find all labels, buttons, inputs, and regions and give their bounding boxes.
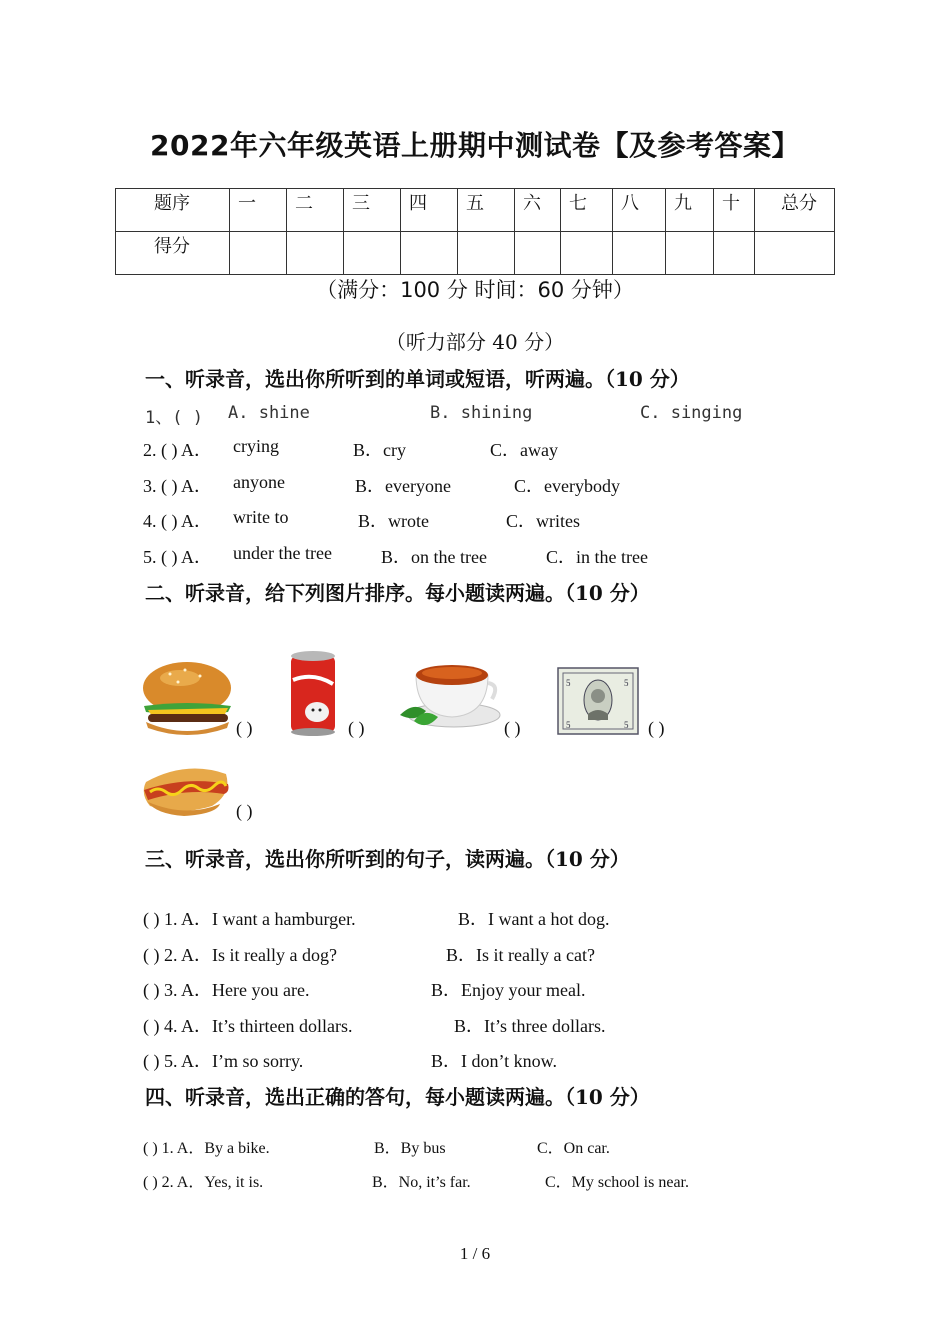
table-cell: 总分 <box>755 189 835 232</box>
q5-option-b: B．on the tree <box>381 547 487 567</box>
page-title: 2022年六年级英语上册期中测试卷【及参考答案】 <box>150 129 800 162</box>
score-input-cell[interactable] <box>714 232 755 275</box>
q2-option-a: crying <box>233 436 279 456</box>
s3-q2-option-a: ( ) 2. A．Is it really a dog? <box>143 945 337 965</box>
table-cell: 六 <box>515 189 561 232</box>
hamburger-icon <box>140 660 235 738</box>
answer-blank[interactable]: ( ) <box>504 718 521 738</box>
s4-q1-option-a: ( ) 1. A．By a bike. <box>143 1140 270 1157</box>
score-input-cell[interactable] <box>666 232 714 275</box>
table-cell: 四 <box>401 189 458 232</box>
score-table-header-row <box>116 189 835 232</box>
tea-cup-icon <box>396 655 504 735</box>
q3-option-a: anyone <box>233 472 285 492</box>
score-table <box>115 188 835 275</box>
table-cell: 十 <box>714 189 755 232</box>
q3-option-c: C．everybody <box>514 476 620 496</box>
table-cell: 五 <box>458 189 515 232</box>
s3-q4-option-b: B．It’s three dollars. <box>454 1016 606 1036</box>
score-table-score-row <box>116 232 835 275</box>
q5-option-a: under the tree <box>233 543 332 563</box>
table-cell: 三 <box>344 189 401 232</box>
q4-option-b: B．wrote <box>358 511 429 531</box>
q2-number: 2. ( ) A． <box>143 440 212 460</box>
score-input-cell[interactable] <box>401 232 458 275</box>
score-input-cell[interactable] <box>458 232 515 275</box>
answer-blank[interactable]: ( ) <box>236 718 253 738</box>
table-cell: 九 <box>666 189 714 232</box>
table-cell: 一 <box>230 189 287 232</box>
page-number: 1 / 6 <box>459 1244 491 1263</box>
listening-part-label: （听力部分 40 分） <box>385 330 565 354</box>
s3-q1-option-b: B．I want a hot dog. <box>458 909 610 929</box>
q2-option-c: C．away <box>490 440 558 460</box>
section-2-heading: 二、听录音，给下列图片排序。每小题读两遍。（10 分） <box>145 581 650 605</box>
s4-q1-option-b: B．By bus <box>374 1140 446 1157</box>
section-1-heading: 一、听录音，选出你所听到的单词或短语，听两遍。（10 分） <box>145 367 690 391</box>
s3-q4-option-a: ( ) 4. A．It’s thirteen dollars. <box>143 1016 353 1036</box>
table-cell: 二 <box>287 189 344 232</box>
svg-text:5: 5 <box>624 678 629 688</box>
q1-number: 1、( ) <box>145 408 203 428</box>
s3-q2-option-b: B．Is it really a cat? <box>446 945 595 965</box>
q1-option-c: C. singing <box>640 403 743 423</box>
cola-can-icon <box>287 650 339 736</box>
s3-q1-option-a: ( ) 1. A．I want a hamburger. <box>143 909 356 929</box>
s3-q3-option-b: B．Enjoy your meal. <box>431 980 586 1000</box>
answer-blank[interactable]: ( ) <box>648 718 665 738</box>
q5-number: 5. ( ) A． <box>143 547 212 567</box>
table-cell: 七 <box>561 189 613 232</box>
svg-text:5: 5 <box>624 720 629 730</box>
hot-dog-icon <box>140 760 232 820</box>
s3-q5-option-b: B．I don’t know. <box>431 1051 557 1071</box>
section-3-heading: 三、听录音，选出你所听到的句子，读两遍。（10 分） <box>145 847 630 871</box>
score-input-cell[interactable] <box>561 232 613 275</box>
score-input-cell[interactable] <box>613 232 666 275</box>
table-cell: 题序 <box>116 189 230 232</box>
score-input-cell[interactable] <box>230 232 287 275</box>
s3-q5-option-a: ( ) 5. A．I’m so sorry. <box>143 1051 304 1071</box>
table-cell: 八 <box>613 189 666 232</box>
score-input-cell[interactable] <box>344 232 401 275</box>
dollar-bill-icon <box>556 666 640 736</box>
score-input-cell[interactable] <box>515 232 561 275</box>
q2-option-b: B．cry <box>353 440 406 460</box>
s4-q2-option-c: C．My school is near. <box>545 1174 689 1191</box>
q4-number: 4. ( ) A． <box>143 511 212 531</box>
q5-option-c: C．in the tree <box>546 547 648 567</box>
q4-option-c: C．writes <box>506 511 580 531</box>
q4-option-a: write to <box>233 507 289 527</box>
svg-text:5: 5 <box>566 720 571 730</box>
exam-meta: （满分：100 分 时间：60 分钟） <box>316 278 634 302</box>
s3-q3-option-a: ( ) 3. A．Here you are. <box>143 980 310 1000</box>
q3-option-b: B．everyone <box>355 476 451 496</box>
s4-q2-option-a: ( ) 2. A．Yes, it is. <box>143 1174 264 1191</box>
score-input-cell[interactable] <box>755 232 835 275</box>
answer-blank[interactable]: ( ) <box>348 718 365 738</box>
q1-option-a: A. shine <box>228 403 310 423</box>
score-input-cell[interactable] <box>287 232 344 275</box>
answer-blank[interactable]: ( ) <box>236 801 253 821</box>
s4-q2-option-b: B．No, it’s far. <box>372 1174 471 1191</box>
section-4-heading: 四、听录音，选出正确的答句，每小题读两遍。（10 分） <box>145 1085 650 1109</box>
q1-option-b: B. shining <box>430 403 533 423</box>
table-cell: 得分 <box>116 232 230 275</box>
s4-q1-option-c: C．On car. <box>537 1140 610 1157</box>
svg-text:5: 5 <box>566 678 571 688</box>
q3-number: 3. ( ) A． <box>143 476 212 496</box>
